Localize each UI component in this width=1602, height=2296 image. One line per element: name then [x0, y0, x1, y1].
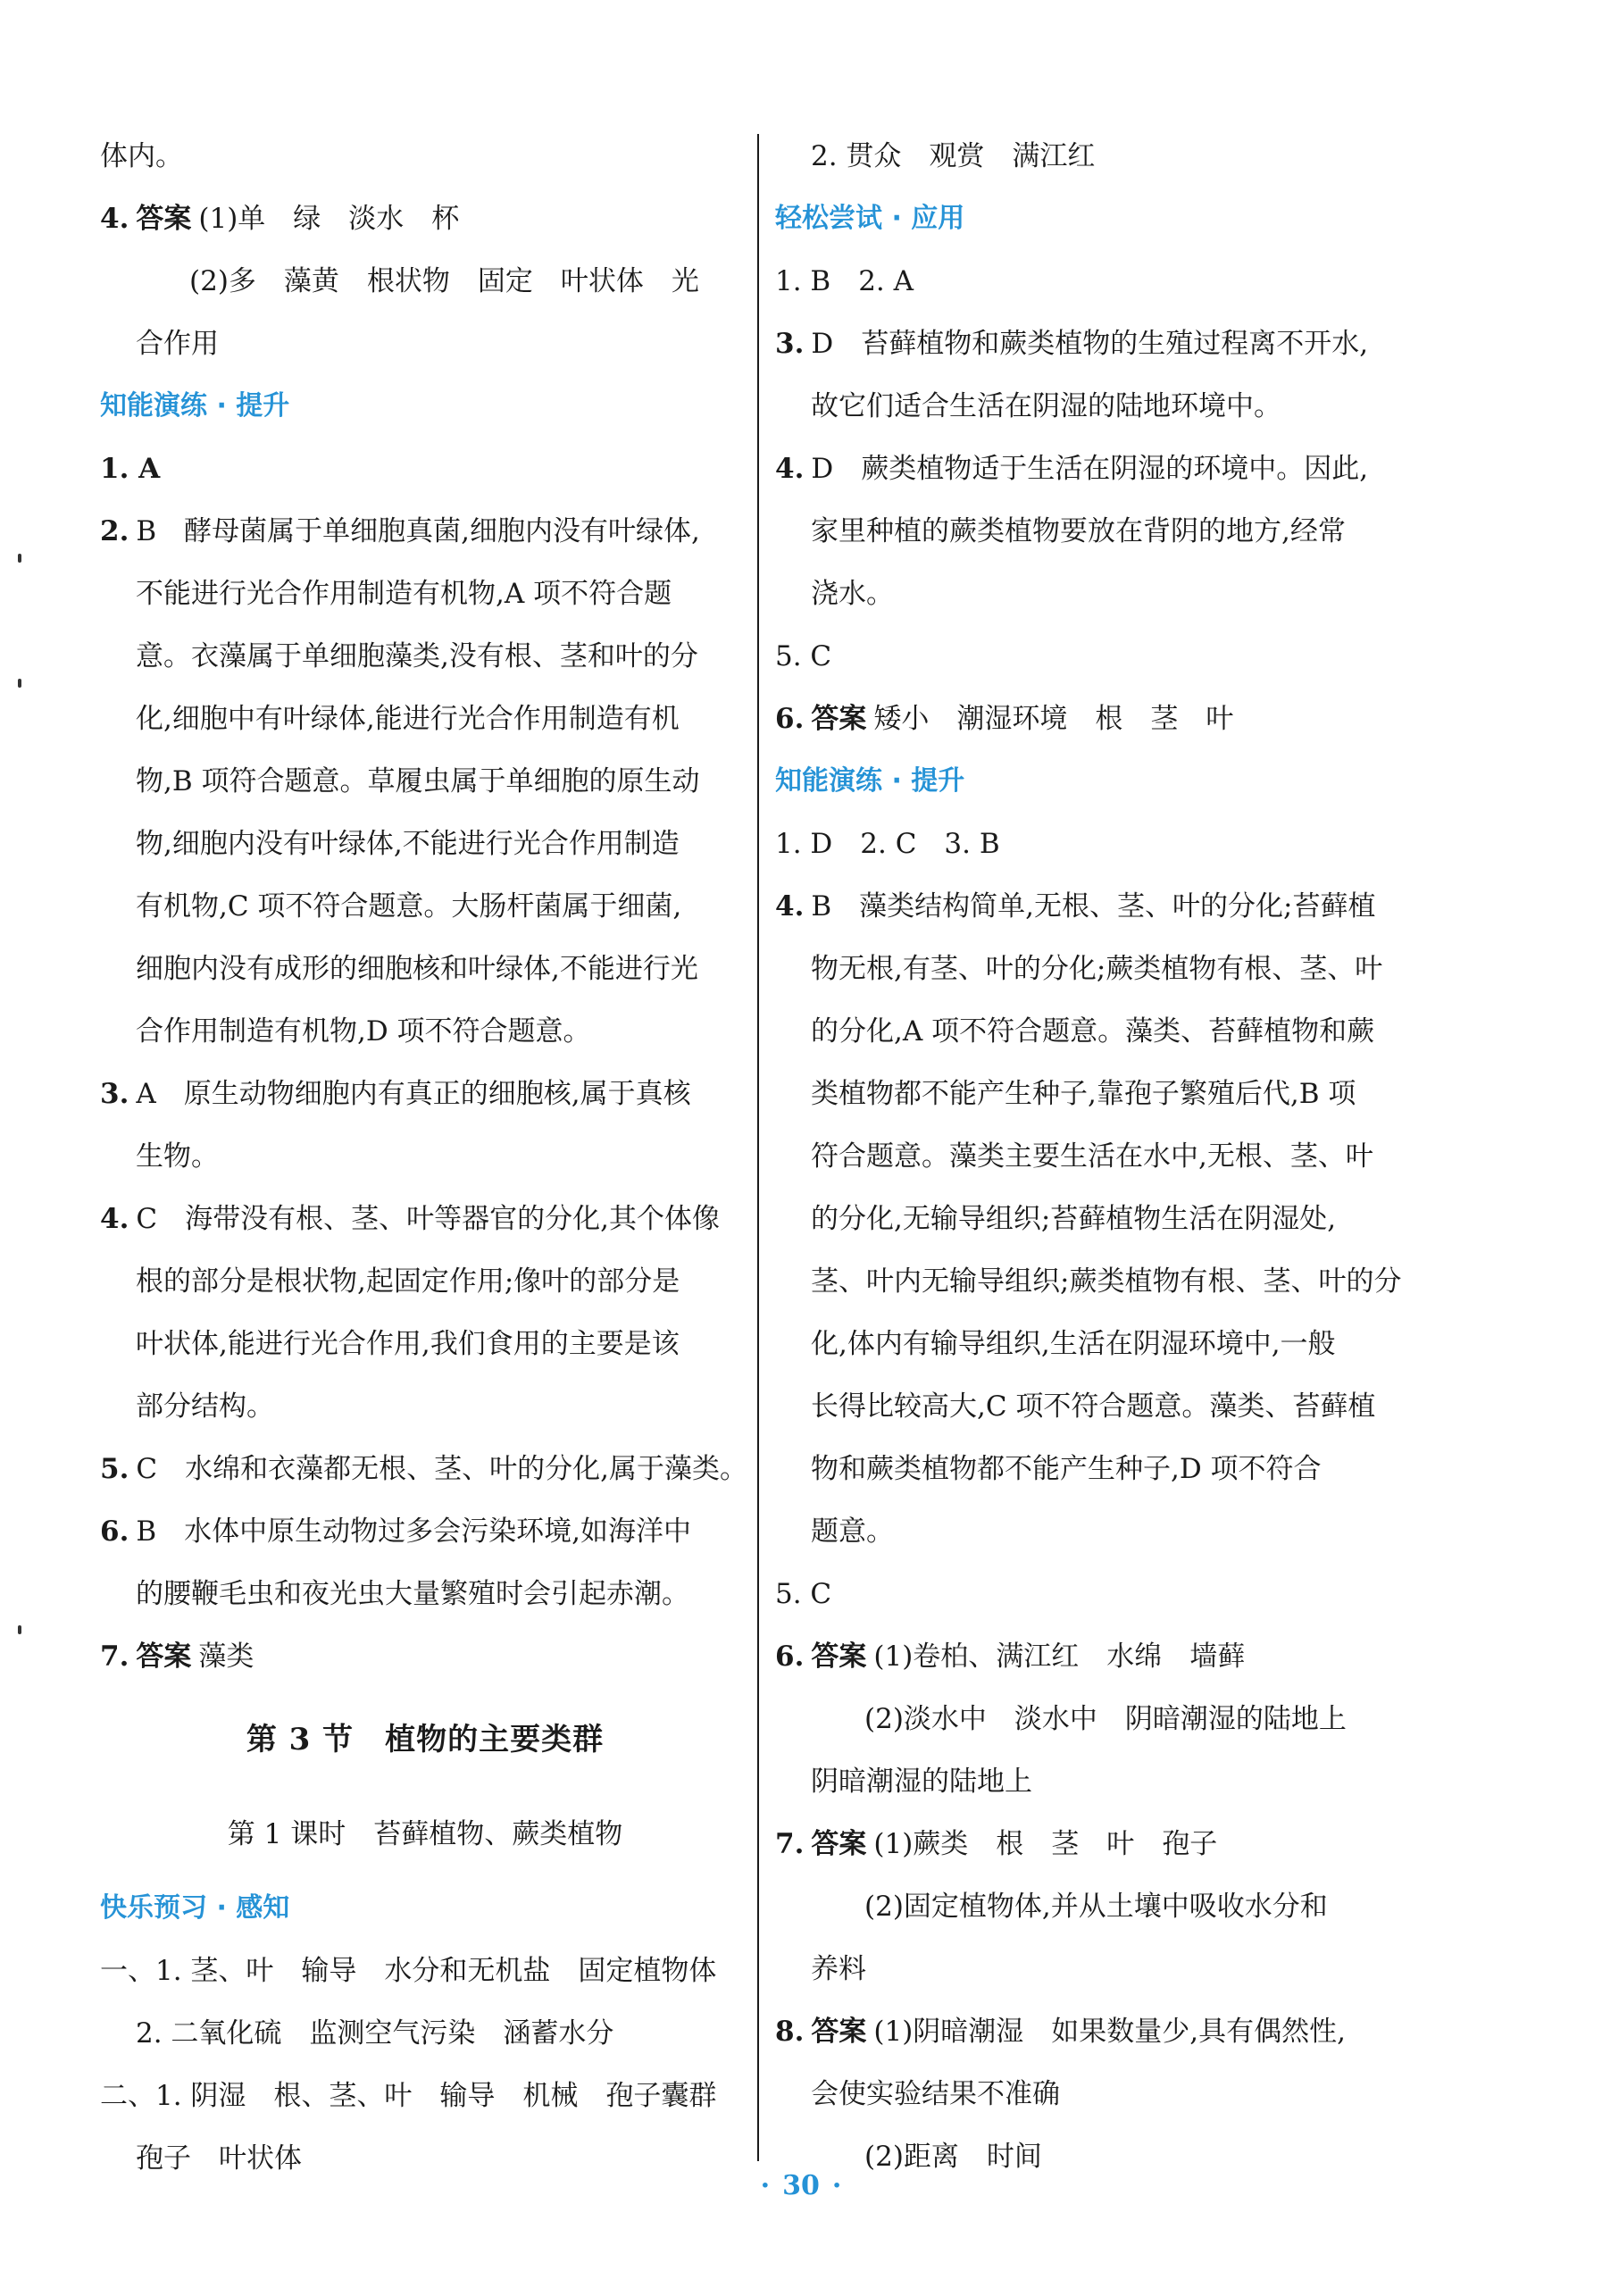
answer-7: 7. 答案 (1)蕨类 根 茎 叶 孢子 — [775, 1828, 1218, 1860]
text-line: (2)多 藻黄 根状物 固定 叶状体 光 — [189, 265, 699, 297]
text-line: 有机物,C 项不符合题意。大肠杆菌属于细菌, — [136, 890, 682, 923]
answer-3: 3. D 苔藓植物和蕨类植物的生殖过程离不开水, — [775, 328, 1369, 360]
section-heading: 快乐预习 · 感知 — [100, 1892, 290, 1924]
text-line: 的腰鞭毛虫和夜光虫大量繁殖时会引起赤潮。 — [136, 1578, 689, 1610]
text-line: 养料 — [811, 1953, 866, 1985]
answer-3: 3. A 原生动物细胞内有真正的细胞核,属于真核 — [100, 1078, 691, 1110]
preview-2: 二、1. 阴湿 根、茎、叶 输导 机械 孢子囊群 — [100, 2080, 717, 2112]
text-line: 生物。 — [136, 1140, 219, 1173]
scan-mark — [18, 554, 21, 563]
answer-7: 7. 答案 藻类 — [100, 1641, 254, 1673]
text-line: 合作用制造有机物,D 项不符合题意。 — [136, 1015, 591, 1048]
text-line: 叶状体,能进行光合作用,我们食用的主要是该 — [136, 1328, 680, 1360]
text-line: 物和蕨类植物都不能产生种子,D 项不符合 — [811, 1453, 1322, 1485]
answer-1-3: 1. D 2. C 3. B — [775, 828, 1000, 860]
answer-4: 4. D 蕨类植物适于生活在阴湿的环境中。因此, — [775, 453, 1369, 485]
text-line: 的分化,无输导组织;苔藓植物生活在阴湿处, — [811, 1203, 1337, 1235]
text-line: 会使实验结果不准确 — [811, 2078, 1060, 2110]
section-heading: 知能演练 · 提升 — [775, 765, 965, 797]
text-line: 茎、叶内无输导组织;蕨类植物有根、茎、叶的分 — [811, 1265, 1402, 1298]
text-line: (2)淡水中 淡水中 阴暗潮湿的陆地上 — [864, 1703, 1347, 1735]
text-line: 长得比较高大,C 项不符合题意。藻类、苔藓植 — [811, 1390, 1376, 1423]
text-line: (2)固定植物体,并从土壤中吸收水分和 — [864, 1891, 1328, 1923]
text-line: 的分化,A 项不符合题意。藻类、苔藓植物和蕨 — [811, 1015, 1375, 1048]
text-line: 不能进行光合作用制造有机物,A 项不符合题 — [136, 578, 672, 610]
text-line: 物无根,有茎、叶的分化;蕨类植物有根、茎、叶 — [811, 953, 1383, 985]
scan-mark — [18, 679, 21, 688]
text-line: 根的部分是根状物,起固定作用;像叶的部分是 — [136, 1265, 680, 1298]
scan-mark — [18, 1625, 21, 1634]
column-divider — [757, 134, 759, 2161]
text-line: 符合题意。藻类主要生活在水中,无根、茎、叶 — [811, 1140, 1373, 1173]
text-line: 化,体内有输导组织,生活在阴湿环境中,一般 — [811, 1328, 1336, 1360]
text-line: 孢子 叶状体 — [136, 2142, 302, 2175]
answer-4: 4. 答案 (1)单 绿 淡水 杯 — [100, 203, 460, 235]
text-line: 2. 二氧化硫 监测空气污染 涵蓄水分 — [136, 2017, 614, 2050]
text-line: 细胞内没有成形的细胞核和叶绿体,不能进行光 — [136, 953, 698, 985]
text-line: 浇水。 — [811, 578, 894, 610]
lesson-title: 第 1 课时 苔藓植物、蕨类植物 — [227, 1818, 623, 1850]
section-heading: 知能演练 · 提升 — [100, 390, 290, 422]
page-number: · 30 · — [760, 2170, 842, 2201]
text-line: 化,细胞中有叶绿体,能进行光合作用制造有机 — [136, 703, 680, 735]
answer-8: 8. 答案 (1)阴暗潮湿 如果数量少,具有偶然性, — [775, 2016, 1346, 2048]
answer-5b: 5. C — [775, 1578, 832, 1610]
text-line: 阴暗潮湿的陆地上 — [811, 1766, 1032, 1798]
text-line: (2)距离 时间 — [864, 2141, 1042, 2173]
text-line: 2. 贯众 观赏 满江红 — [811, 140, 1096, 172]
answer-1-2: 1. B 2. A — [775, 265, 914, 297]
answer-4b: 4. B 藻类结构简单,无根、茎、叶的分化;苔藓植 — [775, 890, 1376, 923]
answer-4b: 4. C 海带没有根、茎、叶等器官的分化,其个体像 — [100, 1203, 720, 1235]
text-line: 部分结构。 — [136, 1390, 274, 1423]
answer-5: 5. C — [775, 640, 832, 672]
answer-6: 6. B 水体中原生动物过多会污染环境,如海洋中 — [100, 1515, 692, 1548]
answer-6: 6. 答案 矮小 潮湿环境 根 茎 叶 — [775, 703, 1234, 735]
text-line: 合作用 — [136, 328, 219, 360]
preview-1: 一、1. 茎、叶 输导 水分和无机盐 固定植物体 — [100, 1955, 717, 1987]
text-line: 故它们适合生活在阴湿的陆地环境中。 — [811, 390, 1281, 422]
answer-2: 2. B 酵母菌属于单细胞真菌,细胞内没有叶绿体, — [100, 515, 700, 547]
right-column — [775, 125, 1425, 2188]
chapter-title: 第 3 节 植物的主要类群 — [246, 1722, 605, 1757]
left-column — [100, 125, 750, 2190]
section-heading: 轻松尝试 · 应用 — [775, 203, 965, 234]
text-line: 体内。 — [100, 140, 183, 172]
text-line: 物,B 项符合题意。草履虫属于单细胞的原生动 — [136, 765, 700, 797]
text-line: 物,细胞内没有叶绿体,不能进行光合作用制造 — [136, 828, 680, 860]
text-line: 意。衣藻属于单细胞藻类,没有根、茎和叶的分 — [136, 640, 698, 672]
text-line: 家里种植的蕨类植物要放在背阴的地方,经常 — [811, 515, 1346, 547]
answer-1: 1. A — [100, 453, 161, 485]
answer-5: 5. C 水绵和衣藻都无根、茎、叶的分化,属于藻类。 — [100, 1453, 747, 1485]
text-line: 题意。 — [811, 1515, 894, 1548]
answer-6b: 6. 答案 (1)卷柏、满江红 水绵 墙藓 — [775, 1641, 1246, 1673]
text-line: 类植物都不能产生种子,靠孢子繁殖后代,B 项 — [811, 1078, 1356, 1110]
